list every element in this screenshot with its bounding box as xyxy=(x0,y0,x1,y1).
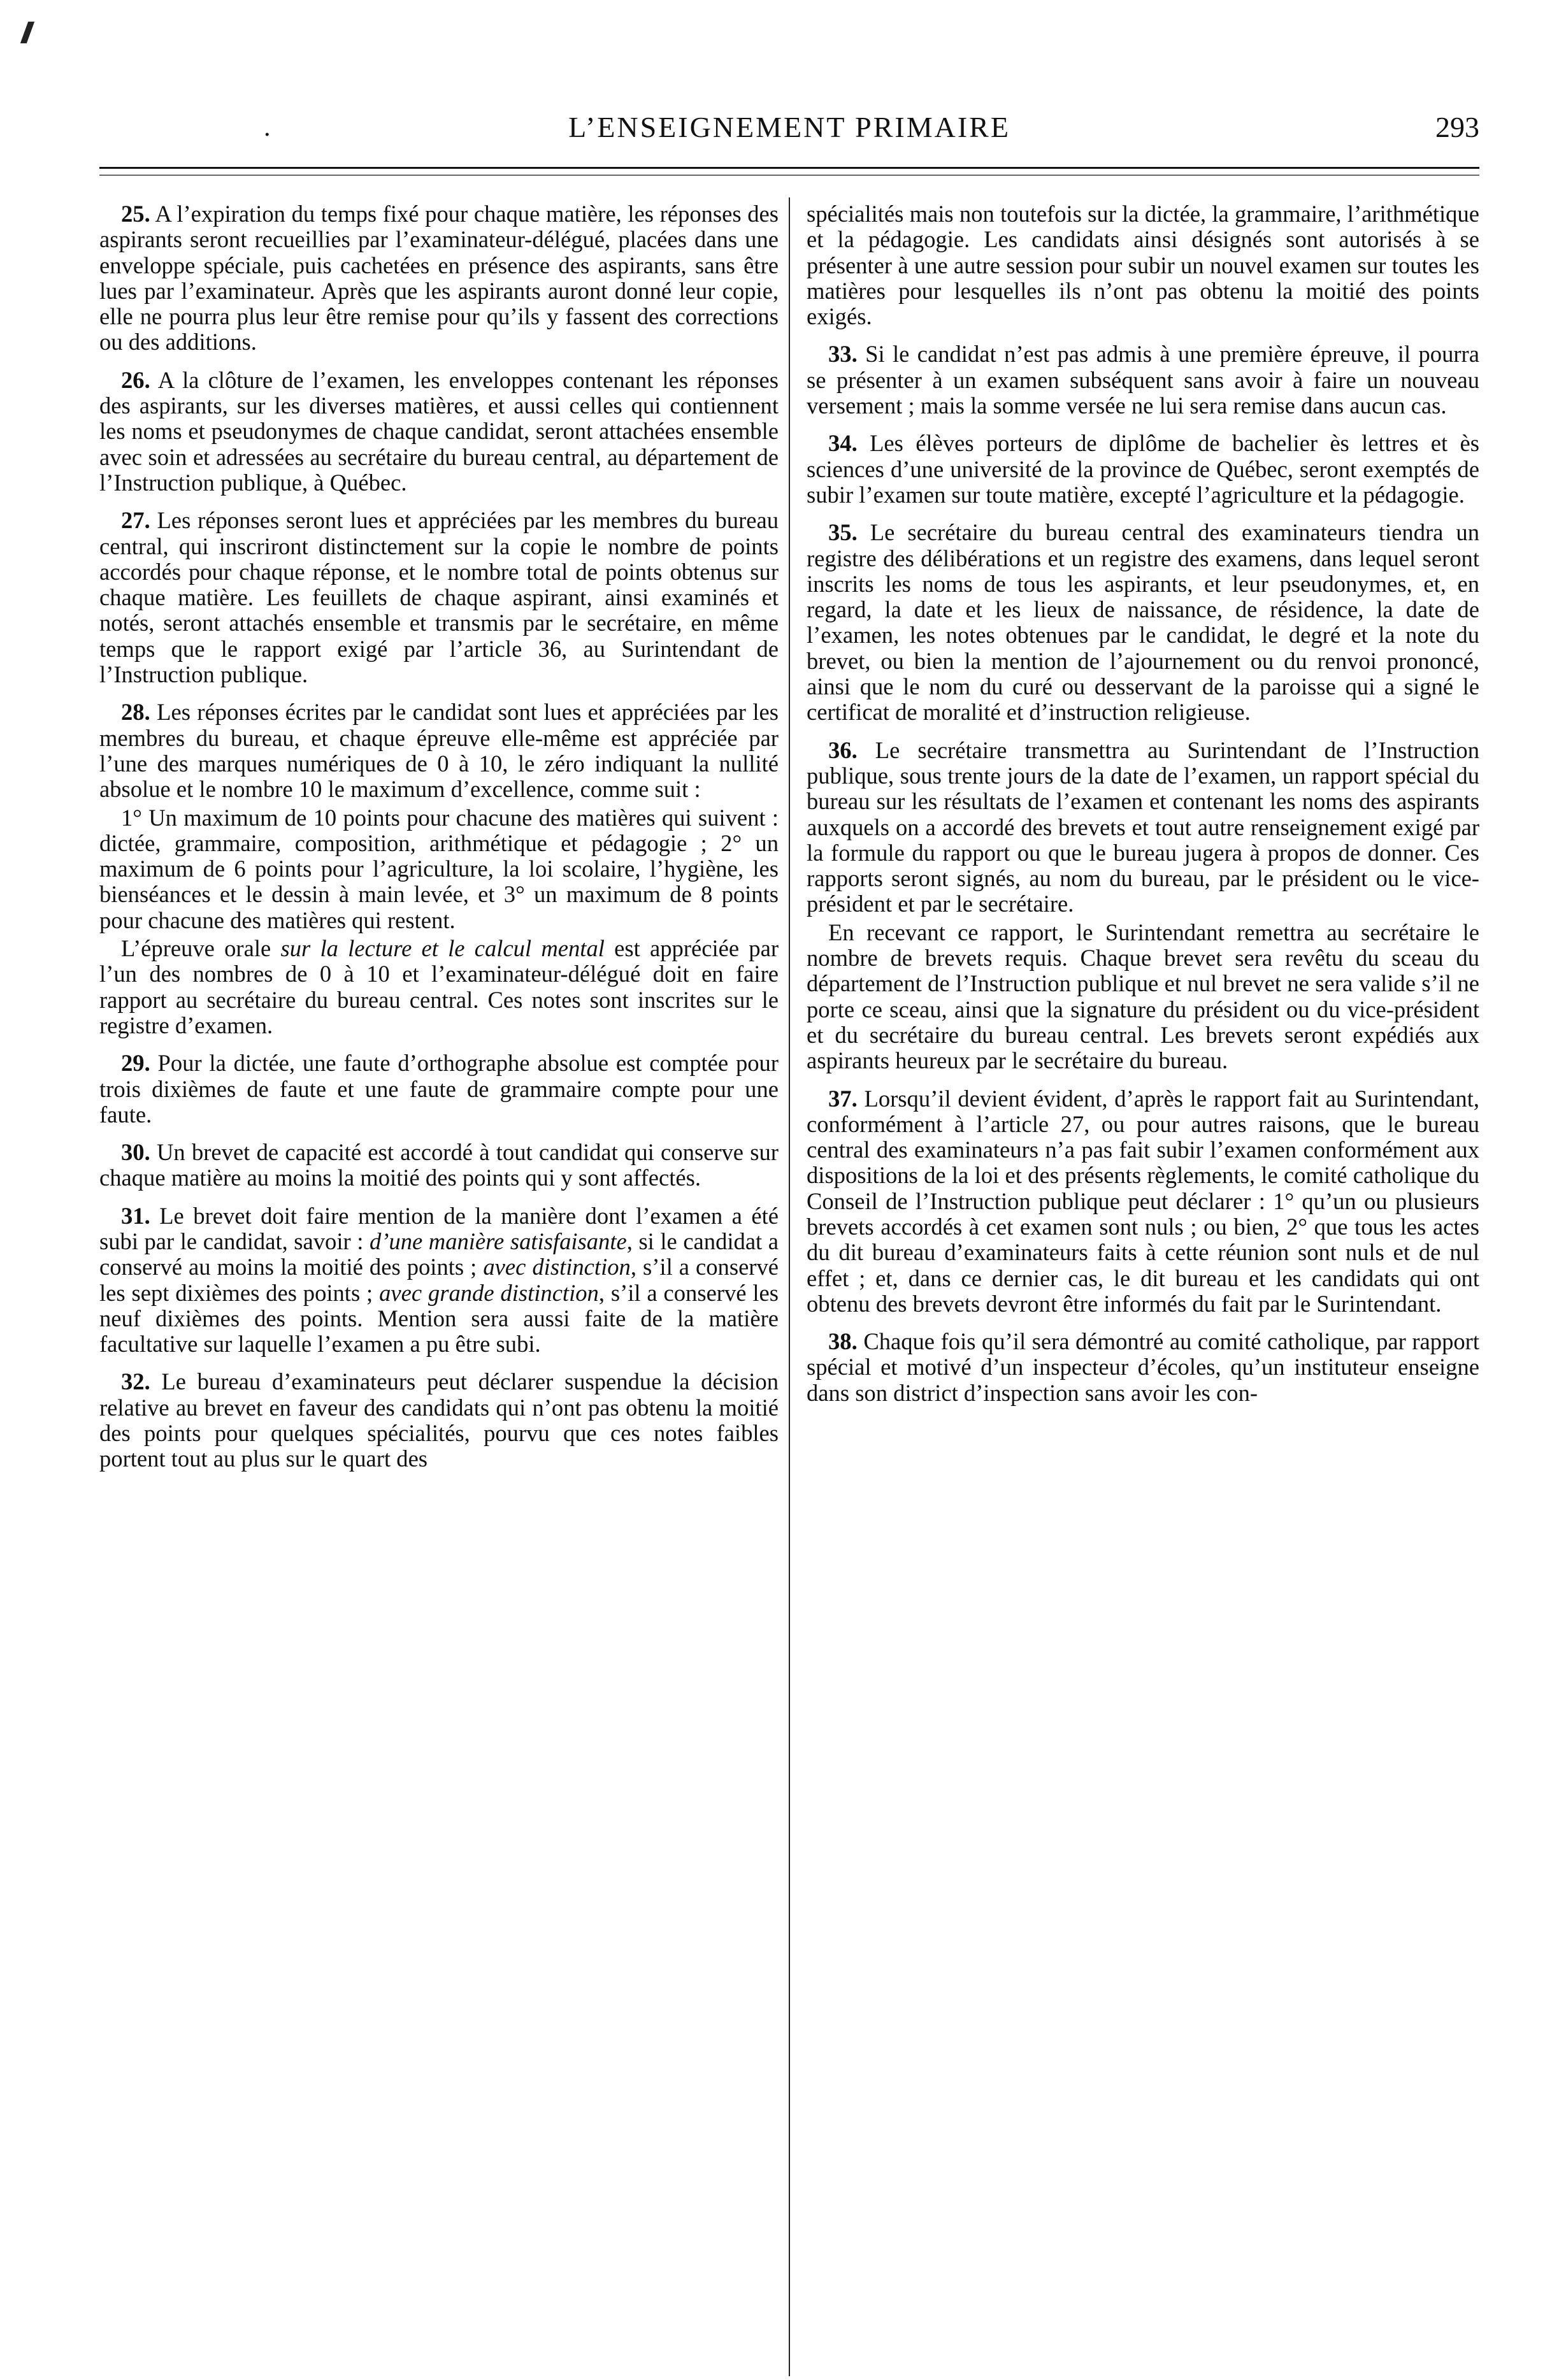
page-header xyxy=(99,108,1479,147)
article-number: 33. xyxy=(828,341,858,368)
article-italic: avec distinction xyxy=(483,1254,631,1280)
article-text: Les réponses seront lues et appréciées par les membres du bureau central, qui inscriront distinctement sur la copie le nombre de points accordés pour chaque réponse, et le nombre total de points obtenus sur chaque matière. Les feuillets de chaque aspirant, ainsi examinés et notés, seront attachés ensemble et transmis par le secrétaire, en même temps que le rapport exigé par l’article 36, au Surintendant de l’Instruction publique. xyxy=(99,507,779,688)
article-28 xyxy=(99,699,779,802)
article-number: 29. xyxy=(121,1050,150,1077)
oral-text-end: est appréciée par l’un des nombres de 0 à 10 et l’examinateur-délégué doit en faire rapport au secrétaire du bureau central. Ces notes sont inscrites sur le registre d’examen. xyxy=(99,935,779,1038)
header-rule xyxy=(99,167,1479,169)
article-number: 36. xyxy=(828,736,858,763)
oral-text-start: L’épreuve orale xyxy=(121,935,281,962)
article-31 xyxy=(99,1203,779,1358)
stray-ink-mark xyxy=(20,22,34,43)
article-number: 30. xyxy=(121,1139,150,1166)
article-number: 35. xyxy=(828,519,858,546)
article-text: Pour la dictée, une faute d’orthographe absolue est comptée pour trois dixièmes de faute et une faute de grammaire compte pour une faute. xyxy=(99,1050,779,1128)
column-divider xyxy=(789,197,790,2376)
article-number: 32. xyxy=(121,1368,150,1395)
article-text: Le bureau d’examinateurs peut déclarer suspendue la décision relative au brevet en faveur des candidats qui n’ont pas obtenu la moitié des points pour quelques spécialités, pourvu que ces notes faibles portent tout au plus sur le quart des xyxy=(99,1368,779,1472)
article-number: 27. xyxy=(121,507,150,534)
article-number: 25. xyxy=(121,201,150,227)
article-text: Un brevet de capacité est accordé à tout candidat qui conserve sur chaque matière au moins la moitié des points qui y sont affectés. xyxy=(99,1139,779,1191)
article-36-continued: En recevant ce rapport, le Surintendant remettra au secrétaire le nombre de brevets requis. Chaque brevet sera revêtu du sceau du département de l’Instruction publique et nul brevet ne sera valide s’il ne porte ce sceau, ainsi que la signature du président ou du vice-président et du secrétaire du bureau central. Les brevets seront expédiés aux aspirants heureux par le secrétaire du bureau. xyxy=(807,919,1479,1074)
article-34 xyxy=(807,431,1479,508)
article-text: Lorsqu’il devient évident, d’après le rapport fait au Surintendant, conformément à l’article 27, ou pour autres raisons, que le bureau central des examinateurs n’a pas fait subir l’examen conformément aux dispositions de la loi et des présents règlements, le comité catholique du Conseil de l’Instruction publique peut déclarer : 1° qu’un ou plusieurs brevets accordés à cet examen sont nuls ; ou bien, 2° que tous les actes du dit bureau d’examinateurs faits à cette réunion sont nuls et de nul effet ; et, dans ce dernier cas, le dit bureau et les candidats qui ont obtenu des brevets devront être informés du fait par le Surintendant. xyxy=(807,1085,1479,1317)
running-title: L’ENSEIGNEMENT PRIMAIRE xyxy=(568,111,1010,143)
article-number: 37. xyxy=(828,1085,858,1112)
article-text: Les élèves porteurs de diplôme de bachelier ès lettres et ès sciences d’une université de la province de Québec, seront exemptés de subir l’examen sur toute matière, excepté l’agriculture et la pédagogie. xyxy=(807,430,1479,508)
article-number: 28. xyxy=(121,699,150,726)
page-number: 293 xyxy=(1435,111,1479,143)
article-26 xyxy=(99,368,779,496)
article-text: A la clôture de l’examen, les enveloppes contenant les réponses des aspirants, sur les diverses matières, et aussi celles qui contiennent les noms et pseudonymes de chaque candidat, seront attachées ensemble avec soin et adressées au secrétaire du bureau central, au département de l’Instruction publique, à Québec. xyxy=(99,366,779,496)
header-dot: . xyxy=(264,113,271,142)
article-36 xyxy=(807,738,1479,917)
article-text: , s’il a conservé les neuf dixièmes des points. Mention sera aussi faite de la matière facultative sur laquelle l’examen a pu être subi. xyxy=(99,1279,779,1358)
article-text: Si le candidat n’est pas admis à une première épreuve, il pourra se présenter à un examen subséquent sans avoir à faire un nouveau versement ; mais la somme versée ne lui sera remise dans aucun cas. xyxy=(807,341,1479,419)
article-text: Chaque fois qu’il sera démontré au comité catholique, par rapport spécial et motivé d’un inspecteur d’écoles, qu’un instituteur enseigne dans son district d’inspection sans avoir les con- xyxy=(807,1328,1479,1406)
article-text: Le brevet doit faire mention de la manière dont l’examen a été subi par le candidat, savoir : xyxy=(99,1202,779,1254)
left-column xyxy=(99,201,779,1484)
article-number: 38. xyxy=(828,1328,858,1355)
article-number: 26. xyxy=(121,366,150,393)
article-text: A l’expiration du temps fixé pour chaque matière, les réponses des aspirants seront recueillies par l’examinateur-délégué, placées dans une enveloppe spéciale, puis cachetées en présence des aspirants, sans être lues par l’examinateur. Après que les aspirants auront donné leur copie, elle ne pourra plus leur être remise pour qu’ils y fassent des corrections ou des additions. xyxy=(99,201,779,355)
article-text: Le secrétaire transmettra au Surintendant de l’Instruction publique, sous trente jours de la date de l’examen, un rapport spécial du bureau sur les résultats de l’examen et contenant les noms des aspirants auxquels on a accordé des brevets et tout autre renseignement exigé par la formule du rapport ou que le bureau jugera à propos de donner. Ces rapports seront signés, au nom du bureau, par le président ou le vice-président et par le secrétaire. xyxy=(807,736,1479,917)
article-number: 31. xyxy=(121,1202,150,1229)
article-italic: d’une manière satisfaisante xyxy=(369,1228,627,1254)
article-27 xyxy=(99,508,779,687)
article-text: Les réponses écrites par le candidat sont lues et appréciées par les membres du bureau, et chaque épreuve elle-même est appréciée par l’une des marques numériques de 0 à 10, le zéro indiquant la nullité absolue et le nombre 10 le maximum d’excellence, comme suit : xyxy=(99,699,779,803)
article-text: , si le candidat a conservé au moins la moitié des points ; xyxy=(99,1228,779,1280)
article-38 xyxy=(807,1329,1479,1406)
article-37 xyxy=(807,1086,1479,1317)
article-30 xyxy=(99,1140,779,1191)
article-number: 34. xyxy=(828,430,858,457)
article-25 xyxy=(99,201,779,355)
article-32 xyxy=(99,1369,779,1472)
article-28-oral xyxy=(99,936,779,1038)
article-28-list: 1° Un maximum de 10 points pour chacune des matières qui suivent : dictée, grammaire, composition, arithmétique et pédagogie ; 2° un maximum de 6 points pour l’agriculture, la loi scolaire, l’hygiène, les bienséances et le dessin à main levée, et 3° un maximum de 8 points pour chacune des matières qui restent. xyxy=(99,804,779,933)
article-text: , s’il a conservé les sept dixièmes des points ; xyxy=(99,1254,779,1306)
oral-text-italic: sur la lecture et le calcul mental xyxy=(280,935,605,962)
article-italic: avec grande distinction xyxy=(379,1279,599,1306)
header-rule-thin xyxy=(99,175,1479,176)
article-29 xyxy=(99,1050,779,1128)
article-text: Le secrétaire du bureau central des examinateurs tiendra un registre des délibérations et un registre des examens, dans lequel seront inscrits les noms de tous les aspirants, et leur pseudonymes, et, en regard, la date et les lieux de naissance, de résidence, la date de l’examen, les notes obtenues par le candidat, le degré et la note du brevet, ou bien la mention de l’ajournement ou du renvoi prononcé, ainsi que le nom du curé ou desservant de la paroisse qui a signé le certificat de moralité et d’instruction religieuse. xyxy=(807,519,1479,726)
article-33 xyxy=(807,341,1479,419)
article-32-continued: spécialités mais non toutefois sur la dictée, la grammaire, l’arithmétique et la pédagogie. Les candidats ainsi désignés sont autorisés à se présenter à une autre session pour subir un nouvel examen sur toutes les matières pour lesquelles ils n’ont pas obtenu la moitié des points exigés. xyxy=(807,201,1479,330)
right-column xyxy=(807,201,1479,1418)
article-35 xyxy=(807,520,1479,725)
